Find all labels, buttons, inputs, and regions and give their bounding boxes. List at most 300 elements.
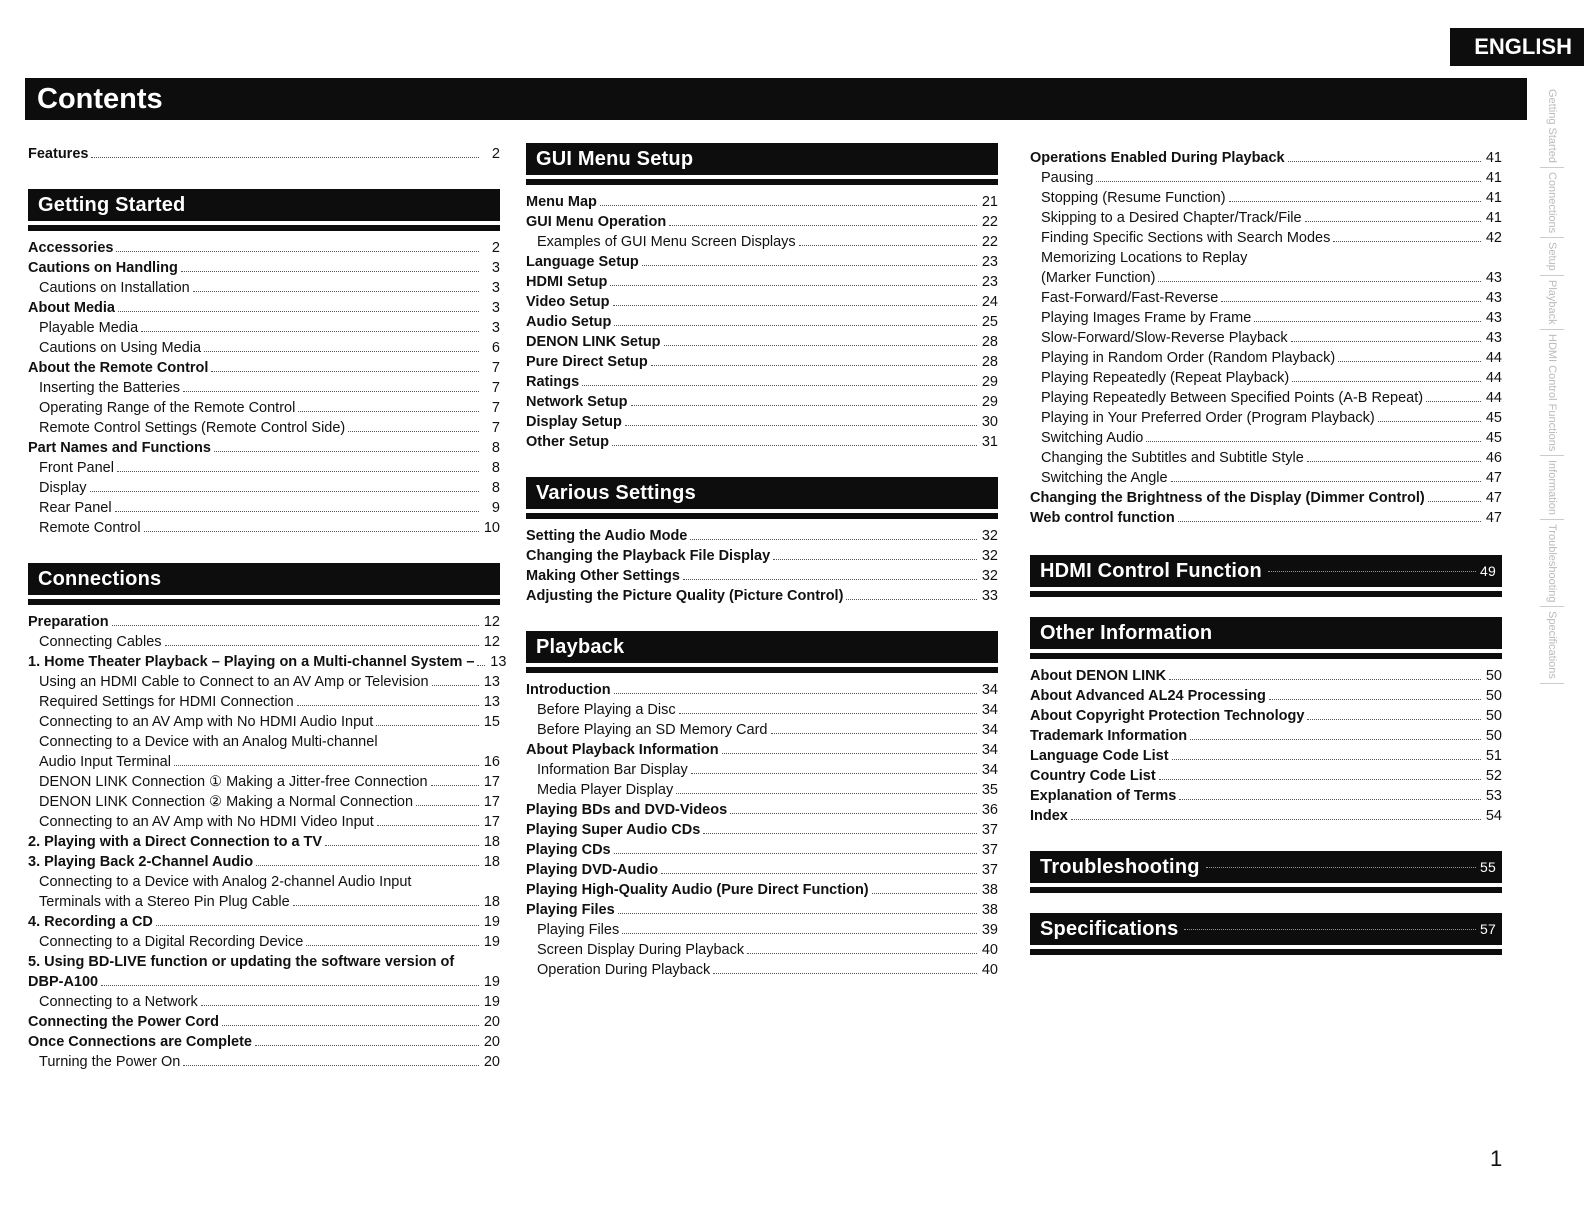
section-header[interactable] xyxy=(28,563,500,599)
leader-dots xyxy=(1426,401,1481,402)
toc-entry-title: Features xyxy=(28,146,89,162)
toc-entry-page: 24 xyxy=(981,294,998,310)
toc-entry[interactable] xyxy=(28,731,500,751)
toc-entry-title: Connecting to a Device with Analog 2-channel Audio Input xyxy=(39,874,412,890)
toc-entry-page: 52 xyxy=(1485,768,1502,784)
toc-entry[interactable] xyxy=(1030,387,1502,407)
toc-entry[interactable] xyxy=(28,1011,500,1031)
toc-entry[interactable] xyxy=(526,291,998,311)
toc-entry-title: Playing Repeatedly Between Specified Points (A-B Repeat) xyxy=(1041,390,1424,406)
toc-entry[interactable] xyxy=(1030,267,1502,287)
toc-entry[interactable] xyxy=(526,719,998,739)
toc-entry-page: 47 xyxy=(1485,490,1502,506)
toc-entry[interactable] xyxy=(526,371,998,391)
section-title: Troubleshooting xyxy=(1040,855,1200,878)
leader-dots xyxy=(1428,501,1481,502)
section-page: 55 xyxy=(1480,859,1496,875)
toc-entry-page: 45 xyxy=(1485,410,1502,426)
toc-entry-title: Stopping (Resume Function) xyxy=(1041,190,1226,206)
toc-entry[interactable] xyxy=(526,859,998,879)
toc-entry-title: Inserting the Batteries xyxy=(39,380,181,396)
toc-entry-page: 13 xyxy=(490,654,507,670)
toc-entry[interactable] xyxy=(28,143,500,163)
language-tab: ENGLISH xyxy=(1450,28,1584,66)
toc-entry[interactable] xyxy=(526,565,998,585)
toc-entry[interactable] xyxy=(28,611,500,631)
leader-dots xyxy=(661,873,977,874)
toc-entry[interactable] xyxy=(526,251,998,271)
toc-entry[interactable] xyxy=(28,1031,500,1051)
toc-entry[interactable] xyxy=(1030,447,1502,467)
toc-entry[interactable] xyxy=(526,919,998,939)
toc-entry[interactable] xyxy=(526,311,998,331)
toc-entry[interactable] xyxy=(526,679,998,699)
toc-entry[interactable] xyxy=(28,337,500,357)
toc-entry[interactable] xyxy=(526,799,998,819)
toc-entry-title: Playing Repeatedly (Repeat Playback) xyxy=(1041,370,1290,386)
toc-entry[interactable] xyxy=(1030,685,1502,705)
toc-entry-page: 40 xyxy=(981,942,998,958)
toc-entry[interactable] xyxy=(1030,147,1502,167)
toc-entry-title: Pausing xyxy=(1041,170,1094,186)
toc-entry[interactable] xyxy=(526,431,998,451)
toc-entry[interactable] xyxy=(28,397,500,417)
leader-dots xyxy=(256,865,479,866)
leader-dots xyxy=(376,725,479,726)
leader-dots xyxy=(183,391,479,392)
toc-entry-title: Information Bar Display xyxy=(537,762,688,778)
leader-dots xyxy=(846,599,977,600)
toc-entry[interactable] xyxy=(1030,487,1502,507)
toc-entry[interactable] xyxy=(28,437,500,457)
toc-entry-page: 50 xyxy=(1485,708,1502,724)
toc-entry-title: Playing Super Audio CDs xyxy=(526,822,701,838)
toc-entry-page: 41 xyxy=(1485,170,1502,186)
toc-entry-title: Explanation of Terms xyxy=(1030,788,1177,804)
toc-entry-page: 8 xyxy=(491,440,500,456)
leader-dots xyxy=(1169,679,1481,680)
toc-entry[interactable] xyxy=(28,477,500,497)
toc-entry-title: Playing DVD-Audio xyxy=(526,862,659,878)
leader-dots xyxy=(101,985,479,986)
toc-entry[interactable] xyxy=(28,871,500,891)
toc-entry[interactable] xyxy=(526,959,998,979)
toc-entry-title: About the Remote Control xyxy=(28,360,209,376)
toc-entry-title: Turning the Power On xyxy=(39,1054,181,1070)
leader-dots xyxy=(1096,181,1481,182)
toc-entry[interactable] xyxy=(1030,247,1502,267)
side-tab[interactable]: Specifications xyxy=(1540,607,1564,684)
toc-entry-title: Network Setup xyxy=(526,394,628,410)
leader-dots xyxy=(1333,241,1481,242)
toc-entry[interactable] xyxy=(526,699,998,719)
toc-entry-title: Other Setup xyxy=(526,434,609,450)
toc-entry[interactable] xyxy=(526,819,998,839)
toc-entry-title: Connecting the Power Cord xyxy=(28,1014,219,1030)
toc-entry[interactable] xyxy=(1030,665,1502,685)
toc-entry-page: 51 xyxy=(1485,748,1502,764)
leader-dots xyxy=(1288,161,1481,162)
toc-entry-title: Playing Images Frame by Frame xyxy=(1041,310,1252,326)
toc-entry[interactable] xyxy=(28,971,500,991)
spacer xyxy=(28,537,500,563)
toc-entry-page: 7 xyxy=(491,420,500,436)
toc-entry[interactable] xyxy=(526,879,998,899)
leader-dots xyxy=(1292,381,1481,382)
toc-entry-title: About Media xyxy=(28,300,115,316)
toc-entry-page: 32 xyxy=(981,548,998,564)
toc-entry-title: DBP-A100 xyxy=(28,974,99,990)
toc-entry-page: 25 xyxy=(981,314,998,330)
leader-dots xyxy=(676,793,977,794)
leader-dots xyxy=(1305,221,1481,222)
toc-entry[interactable] xyxy=(1030,785,1502,805)
leader-dots xyxy=(1159,779,1481,780)
toc-entry[interactable] xyxy=(526,411,998,431)
leader-dots xyxy=(690,539,977,540)
toc-entry-title: Cautions on Installation xyxy=(39,280,190,296)
toc-entry-title: Switching Audio xyxy=(1041,430,1144,446)
column-3 xyxy=(1030,147,1502,961)
section-header[interactable] xyxy=(1030,913,1502,949)
toc-entry[interactable] xyxy=(1030,347,1502,367)
leader-dots xyxy=(614,693,977,694)
toc-entry[interactable] xyxy=(28,377,500,397)
toc-entry[interactable] xyxy=(1030,507,1502,527)
toc-entry-title: Playing High-Quality Audio (Pure Direct Function) xyxy=(526,882,869,898)
toc-entry[interactable] xyxy=(28,951,500,971)
leader-dots xyxy=(651,365,977,366)
toc-entry-title: Playing in Your Preferred Order (Program Playback) xyxy=(1041,410,1375,426)
toc-entry-title: DENON LINK Connection ② Making a Normal Connection xyxy=(39,794,414,810)
column-2 xyxy=(526,143,998,979)
toc-entry-page: 12 xyxy=(483,614,500,630)
toc-entry-page: 6 xyxy=(491,340,500,356)
toc-entry-page: 42 xyxy=(1485,230,1502,246)
toc-entry[interactable] xyxy=(28,257,500,277)
toc-entry-title: Setting the Audio Mode xyxy=(526,528,688,544)
toc-entry-page: 9 xyxy=(491,500,500,516)
toc-entry[interactable] xyxy=(526,779,998,799)
toc-entry-title: Playing CDs xyxy=(526,842,611,858)
toc-entry-title: Making Other Settings xyxy=(526,568,680,584)
toc-entry-page: 46 xyxy=(1485,450,1502,466)
toc-entry-page: 3 xyxy=(491,280,500,296)
toc-entry-title: Connecting to an AV Amp with No HDMI Video Input xyxy=(39,814,374,830)
leader-dots xyxy=(1158,281,1481,282)
section-header[interactable] xyxy=(526,143,998,179)
toc-entry-page: 37 xyxy=(981,842,998,858)
toc-entry-page: 50 xyxy=(1485,728,1502,744)
section-title: Playback xyxy=(536,635,625,658)
toc-entry-page: 16 xyxy=(483,754,500,770)
toc-entry-page: 20 xyxy=(483,1034,500,1050)
side-tab[interactable]: Connections xyxy=(1540,168,1564,238)
toc-entry-page: 31 xyxy=(981,434,998,450)
toc-entry-page: 20 xyxy=(483,1014,500,1030)
toc-entry[interactable] xyxy=(1030,467,1502,487)
side-tab[interactable]: Getting Started xyxy=(1540,85,1564,168)
toc-entry[interactable] xyxy=(1030,407,1502,427)
section-header[interactable] xyxy=(1030,851,1502,887)
toc-entry-title: (Marker Function) xyxy=(1041,270,1156,286)
spacer xyxy=(1030,527,1502,555)
toc-entry-page: 19 xyxy=(483,994,500,1010)
toc-entry[interactable] xyxy=(526,585,998,605)
toc-entry[interactable] xyxy=(526,211,998,231)
toc-entry-page: 45 xyxy=(1485,430,1502,446)
leader-dots xyxy=(1307,719,1481,720)
section-page: 57 xyxy=(1480,921,1496,937)
toc-entry-title: Before Playing an SD Memory Card xyxy=(537,722,768,738)
toc-entry[interactable] xyxy=(28,671,500,691)
toc-entry[interactable] xyxy=(1030,287,1502,307)
toc-entry[interactable] xyxy=(1030,367,1502,387)
leader-dots xyxy=(773,559,977,560)
toc-entry[interactable] xyxy=(1030,725,1502,745)
side-tab[interactable]: Information xyxy=(1540,456,1564,520)
toc-entry-page: 7 xyxy=(491,380,500,396)
section-header[interactable] xyxy=(1030,555,1502,591)
toc-entry-title: Playing BDs and DVD-Videos xyxy=(526,802,728,818)
section-title: Getting Started xyxy=(38,193,186,216)
toc-entry-page: 17 xyxy=(483,814,500,830)
leader-dots xyxy=(1172,759,1481,760)
toc-entry[interactable] xyxy=(526,939,998,959)
toc-entry-title: About Copyright Protection Technology xyxy=(1030,708,1305,724)
leader-dots xyxy=(298,411,479,412)
leader-dots xyxy=(1269,699,1481,700)
leader-dots xyxy=(144,531,479,532)
page-title: Contents xyxy=(25,78,1527,120)
toc-entry-title: Screen Display During Playback xyxy=(537,942,745,958)
toc-entry-title: Using an HDMI Cable to Connect to an AV Amp or Television xyxy=(39,674,429,690)
toc-entry-page: 54 xyxy=(1485,808,1502,824)
toc-entry-title: Changing the Playback File Display xyxy=(526,548,771,564)
leader-dots xyxy=(771,733,978,734)
toc-entry[interactable] xyxy=(1030,745,1502,765)
section-header[interactable] xyxy=(526,477,998,513)
toc-entry[interactable] xyxy=(28,931,500,951)
leader-dots xyxy=(297,705,479,706)
toc-entry-page: 43 xyxy=(1485,290,1502,306)
side-tab[interactable]: Playback xyxy=(1540,276,1564,330)
toc-entry-page: 18 xyxy=(483,834,500,850)
leader-dots xyxy=(610,285,977,286)
toc-entry-page: 32 xyxy=(981,528,998,544)
toc-entry[interactable] xyxy=(28,771,500,791)
toc-entry[interactable] xyxy=(28,357,500,377)
section-title: Connections xyxy=(38,567,162,590)
toc-entry[interactable] xyxy=(526,231,998,251)
toc-entry[interactable] xyxy=(526,739,998,759)
toc-entry[interactable] xyxy=(28,497,500,517)
toc-entry-title: Index xyxy=(1030,808,1068,824)
leader-dots xyxy=(1179,799,1481,800)
leader-dots xyxy=(112,625,479,626)
toc-entry-title: Connecting Cables xyxy=(39,634,162,650)
toc-entry-page: 43 xyxy=(1485,270,1502,286)
toc-entry-title: Playing Files xyxy=(526,902,615,918)
toc-entry-page: 20 xyxy=(483,1054,500,1070)
toc-entry[interactable] xyxy=(1030,427,1502,447)
section-header[interactable] xyxy=(526,631,998,667)
leader-dots xyxy=(669,225,977,226)
leader-dots xyxy=(713,973,977,974)
toc-entry[interactable] xyxy=(28,791,500,811)
leader-dots xyxy=(325,845,479,846)
toc-entry[interactable] xyxy=(526,839,998,859)
toc-entry[interactable] xyxy=(1030,765,1502,785)
toc-entry-title: Examples of GUI Menu Screen Displays xyxy=(537,234,796,250)
toc-entry-title: Skipping to a Desired Chapter/Track/File xyxy=(1041,210,1302,226)
leader-dots xyxy=(1229,201,1481,202)
toc-entry[interactable] xyxy=(28,711,500,731)
toc-entry[interactable] xyxy=(28,911,500,931)
toc-entry-title: Operating Range of the Remote Control xyxy=(39,400,296,416)
toc-entry-page: 3 xyxy=(491,260,500,276)
toc-entry[interactable] xyxy=(28,317,500,337)
toc-entry[interactable] xyxy=(526,351,998,371)
toc-entry-page: 2 xyxy=(491,146,500,162)
toc-entry[interactable] xyxy=(526,525,998,545)
toc-entry[interactable] xyxy=(28,631,500,651)
toc-entry-page: 22 xyxy=(981,234,998,250)
leader-dots xyxy=(600,205,977,206)
leader-dots xyxy=(204,351,479,352)
leader-dots xyxy=(703,833,977,834)
toc-entry[interactable] xyxy=(28,811,500,831)
toc-entry-page: 43 xyxy=(1485,330,1502,346)
toc-entry[interactable] xyxy=(28,851,500,871)
toc-entry[interactable] xyxy=(28,691,500,711)
leader-dots xyxy=(622,933,977,934)
spacer xyxy=(28,163,500,189)
leader-dots xyxy=(165,645,479,646)
toc-entry[interactable] xyxy=(1030,805,1502,825)
toc-entry-page: 44 xyxy=(1485,350,1502,366)
toc-entry-title: Media Player Display xyxy=(537,782,674,798)
toc-entry[interactable] xyxy=(1030,327,1502,347)
leader-dots xyxy=(612,445,977,446)
section-title: GUI Menu Setup xyxy=(536,147,694,170)
leader-dots xyxy=(664,345,977,346)
toc-entry[interactable] xyxy=(526,331,998,351)
side-tab[interactable]: Setup xyxy=(1540,238,1564,276)
side-tab[interactable]: HDMI Control Functions xyxy=(1540,330,1564,456)
leader-dots xyxy=(1071,819,1481,820)
toc-entry-page: 37 xyxy=(981,862,998,878)
toc-entry-title: Ratings xyxy=(526,374,580,390)
toc-entry[interactable] xyxy=(526,391,998,411)
leader-dots xyxy=(683,579,977,580)
spacer xyxy=(1030,899,1502,913)
toc-entry-page: 34 xyxy=(981,682,998,698)
toc-entry-title: Web control function xyxy=(1030,510,1175,526)
toc-entry[interactable] xyxy=(28,297,500,317)
toc-entry-page: 41 xyxy=(1485,190,1502,206)
toc-entry-title: Before Playing a Disc xyxy=(537,702,676,718)
leader-dots xyxy=(477,665,485,666)
toc-entry-title: Switching the Angle xyxy=(1041,470,1168,486)
toc-entry[interactable] xyxy=(1030,167,1502,187)
leader-dots xyxy=(174,765,479,766)
toc-entry[interactable] xyxy=(28,991,500,1011)
toc-entry[interactable] xyxy=(526,545,998,565)
section-header[interactable] xyxy=(28,189,500,225)
toc-entry[interactable] xyxy=(28,457,500,477)
toc-entry-title: Remote Control xyxy=(39,520,141,536)
toc-entry[interactable] xyxy=(28,277,500,297)
toc-entry-title: Connecting to a Network xyxy=(39,994,198,1010)
toc-entry-page: 23 xyxy=(981,254,998,270)
toc-entry[interactable] xyxy=(526,899,998,919)
toc-entry[interactable] xyxy=(28,417,500,437)
toc-entry[interactable] xyxy=(1030,187,1502,207)
toc-entry[interactable] xyxy=(1030,307,1502,327)
toc-entry[interactable] xyxy=(28,237,500,257)
side-tab[interactable]: Troubleshooting xyxy=(1540,520,1564,607)
leader-dots xyxy=(691,773,977,774)
section-title: Various Settings xyxy=(536,481,696,504)
toc-entry-page: 50 xyxy=(1485,668,1502,684)
toc-entry-page: 18 xyxy=(483,894,500,910)
toc-entry-title: Connecting to an AV Amp with No HDMI Audio Input xyxy=(39,714,374,730)
leader-dots xyxy=(631,405,977,406)
toc-entry-page: 35 xyxy=(981,782,998,798)
toc-entry[interactable] xyxy=(526,191,998,211)
leader-dots xyxy=(1184,929,1476,930)
toc-entry-title: Language Setup xyxy=(526,254,639,270)
leader-dots xyxy=(90,491,479,492)
section-header[interactable] xyxy=(1030,617,1502,653)
toc-entry-page: 34 xyxy=(981,722,998,738)
toc-entry-page: 37 xyxy=(981,822,998,838)
toc-entry-page: 50 xyxy=(1485,688,1502,704)
toc-entry[interactable] xyxy=(28,517,500,537)
toc-entry[interactable] xyxy=(526,271,998,291)
leader-dots xyxy=(679,713,977,714)
toc-entry[interactable] xyxy=(28,651,507,671)
toc-entry-title: Cautions on Handling xyxy=(28,260,178,276)
toc-entry-page: 13 xyxy=(483,694,500,710)
toc-entry-page: 33 xyxy=(981,588,998,604)
toc-entry-title: Connecting to a Device with an Analog Multi-channel xyxy=(39,734,378,750)
section-title: HDMI Control Function xyxy=(1040,559,1262,582)
toc-entry[interactable] xyxy=(28,891,500,911)
toc-entry[interactable] xyxy=(28,1051,500,1071)
toc-entry-page: 17 xyxy=(483,774,500,790)
toc-entry[interactable] xyxy=(1030,705,1502,725)
toc-entry-title: Adjusting the Picture Quality (Picture Control) xyxy=(526,588,844,604)
toc-entry-title: Remote Control Settings (Remote Control Side) xyxy=(39,420,346,436)
toc-entry-title: DENON LINK Setup xyxy=(526,334,661,350)
toc-entry-title: Finding Specific Sections with Search Modes xyxy=(1041,230,1331,246)
leader-dots xyxy=(730,813,977,814)
leader-dots xyxy=(222,1025,479,1026)
leader-dots xyxy=(141,331,479,332)
toc-entry-title: DENON LINK Connection ① Making a Jitter-free Connection xyxy=(39,774,428,790)
toc-entry[interactable] xyxy=(1030,207,1502,227)
toc-entry-title: About Playback Information xyxy=(526,742,719,758)
toc-entry-title: Country Code List xyxy=(1030,768,1156,784)
toc-entry[interactable] xyxy=(28,751,500,771)
toc-entry[interactable] xyxy=(28,831,500,851)
toc-entry[interactable] xyxy=(1030,227,1502,247)
leader-dots xyxy=(1338,361,1481,362)
toc-entry[interactable] xyxy=(526,759,998,779)
toc-entry-page: 38 xyxy=(981,882,998,898)
